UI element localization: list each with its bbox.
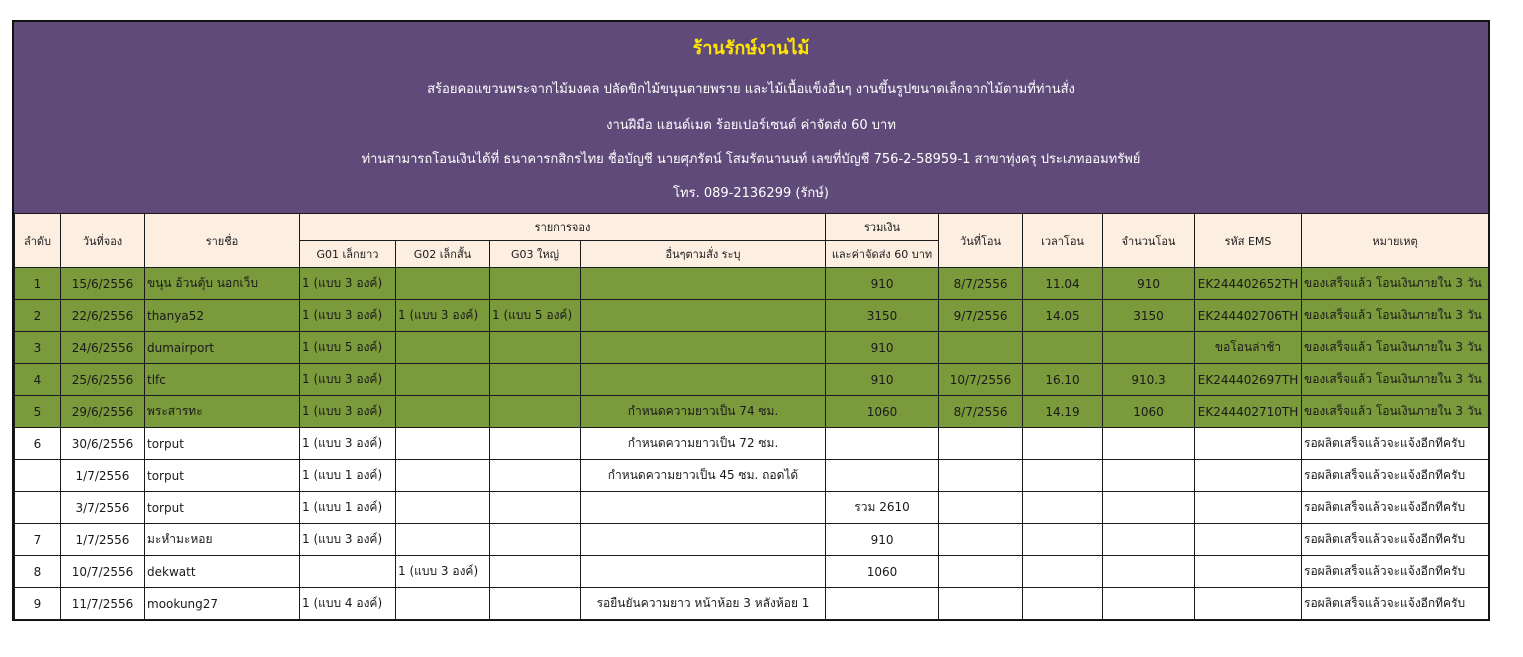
cell-name: มะหำมะหอย <box>145 524 300 556</box>
table-row <box>15 524 1489 556</box>
cell-transfer-time: 14.05 <box>1023 300 1103 332</box>
shop-title: ร้านรักษ์งานไม้ <box>692 38 810 59</box>
cell-note: รอผลิตเสร็จแล้วจะแจ้งอีกทีครับ <box>1302 524 1489 556</box>
cell-amount: 3150 <box>1103 300 1195 332</box>
cell-g01: 1 (แบบ 3 องค์) <box>300 396 396 428</box>
table-row <box>15 556 1489 588</box>
phone-contact: โทร. 089-2136299 (รักษ์) <box>673 186 829 201</box>
cell-g02 <box>396 332 490 364</box>
table-row <box>15 428 1489 460</box>
cell-g03 <box>490 396 581 428</box>
cell-transfer-date <box>939 460 1023 492</box>
cell-total: 1060 <box>826 396 939 428</box>
cell-amount <box>1103 332 1195 364</box>
cell-no: 2 <box>15 300 61 332</box>
cell-name: dekwatt <box>145 556 300 588</box>
cell-g01: 1 (แบบ 3 องค์) <box>300 524 396 556</box>
cell-transfer-time: 16.10 <box>1023 364 1103 396</box>
cell-transfer-date <box>939 332 1023 364</box>
cell-transfer-date: 10/7/2556 <box>939 364 1023 396</box>
cell-g03 <box>490 460 581 492</box>
cell-g01 <box>300 556 396 588</box>
header-ems: รหัส EMS <box>1195 214 1302 268</box>
cell-no: 7 <box>15 524 61 556</box>
cell-ems: EK244402697TH <box>1195 364 1302 396</box>
cell-name: torput <box>145 460 300 492</box>
cell-amount <box>1103 556 1195 588</box>
cell-total: 1060 <box>826 556 939 588</box>
cell-other: กำหนดความยาวเป็น 72 ซม. <box>581 428 826 460</box>
cell-transfer-time <box>1023 524 1103 556</box>
cell-g01: 1 (แบบ 3 องค์) <box>300 428 396 460</box>
cell-no: 1 <box>15 268 61 300</box>
cell-transfer-time <box>1023 460 1103 492</box>
cell-name: พระสารทะ <box>145 396 300 428</box>
cell-g02: 1 (แบบ 3 องค์) <box>396 300 490 332</box>
cell-transfer-date: 8/7/2556 <box>939 396 1023 428</box>
cell-g02 <box>396 460 490 492</box>
cell-g02 <box>396 396 490 428</box>
cell-total: รวม 2610 <box>826 492 939 524</box>
cell-transfer-time <box>1023 332 1103 364</box>
cell-ems: EK244402710TH <box>1195 396 1302 428</box>
cell-amount <box>1103 492 1195 524</box>
cell-g01: 1 (แบบ 3 องค์) <box>300 364 396 396</box>
table-row <box>15 364 1489 396</box>
cell-order-date: 24/6/2556 <box>61 332 145 364</box>
cell-g01: 1 (แบบ 3 องค์) <box>300 268 396 300</box>
cell-other: กำหนดความยาวเป็น 45 ซม. ถอดได้ <box>581 460 826 492</box>
cell-ems: EK244402652TH <box>1195 268 1302 300</box>
cell-transfer-date <box>939 492 1023 524</box>
cell-g02 <box>396 588 490 620</box>
header-g03: G03 ใหญ่ <box>490 241 581 268</box>
table-row <box>15 492 1489 524</box>
cell-ems: ขอโอนล่าช้า <box>1195 332 1302 364</box>
cell-other <box>581 492 826 524</box>
cell-note: ของเสร็จแล้ว โอนเงินภายใน 3 วัน <box>1302 268 1489 300</box>
header-booking: รายการจอง <box>300 214 826 241</box>
header-no: ลำดับ <box>15 214 61 268</box>
cell-transfer-time: 11.04 <box>1023 268 1103 300</box>
cell-note: ของเสร็จแล้ว โอนเงินภายใน 3 วัน <box>1302 364 1489 396</box>
cell-g02 <box>396 492 490 524</box>
table-row <box>15 460 1489 492</box>
cell-note: รอผลิตเสร็จแล้วจะแจ้งอีกทีครับ <box>1302 460 1489 492</box>
cell-order-date: 3/7/2556 <box>61 492 145 524</box>
cell-amount <box>1103 460 1195 492</box>
cell-g03 <box>490 588 581 620</box>
cell-g03 <box>490 524 581 556</box>
header-transfer-date: วันที่โอน <box>939 214 1023 268</box>
cell-total: 910 <box>826 524 939 556</box>
cell-transfer-date <box>939 524 1023 556</box>
cell-transfer-time <box>1023 588 1103 620</box>
cell-note: ของเสร็จแล้ว โอนเงินภายใน 3 วัน <box>1302 396 1489 428</box>
cell-no <box>15 492 61 524</box>
cell-other <box>581 300 826 332</box>
header-note: หมายเหตุ <box>1302 214 1489 268</box>
header-g02: G02 เล็กสั้น <box>396 241 490 268</box>
cell-name: ขนุน อ้วนตุ้บ นอกเว็บ <box>145 268 300 300</box>
cell-order-date: 30/6/2556 <box>61 428 145 460</box>
cell-amount <box>1103 588 1195 620</box>
cell-ems <box>1195 556 1302 588</box>
cell-note: รอผลิตเสร็จแล้วจะแจ้งอีกทีครับ <box>1302 588 1489 620</box>
cell-total: 910 <box>826 364 939 396</box>
cell-g03: 1 (แบบ 5 องค์) <box>490 300 581 332</box>
order-sheet <box>12 20 1490 621</box>
cell-ems <box>1195 460 1302 492</box>
cell-order-date: 29/6/2556 <box>61 396 145 428</box>
cell-g03 <box>490 332 581 364</box>
cell-g01: 1 (แบบ 1 องค์) <box>300 492 396 524</box>
cell-ems: EK244402706TH <box>1195 300 1302 332</box>
cell-other: รอยืนยันความยาว หน้าห้อย 3 หลังห้อย 1 <box>581 588 826 620</box>
cell-total: 910 <box>826 268 939 300</box>
cell-g02 <box>396 364 490 396</box>
cell-g03 <box>490 428 581 460</box>
cell-g03 <box>490 556 581 588</box>
cell-transfer-date: 8/7/2556 <box>939 268 1023 300</box>
cell-other <box>581 332 826 364</box>
cell-order-date: 15/6/2556 <box>61 268 145 300</box>
cell-name: mookung27 <box>145 588 300 620</box>
order-table <box>14 213 1489 620</box>
cell-g02: 1 (แบบ 3 องค์) <box>396 556 490 588</box>
shop-description: สร้อยคอแขวนพระจากไม้มงคล ปลัดขิกไม้ขนุนตายพราย และไม้เนื้อแข็งอื่นๆ งานขึ้นรูปขนาดเล็กจากไม้ตามที่ท่านสั่ง <box>427 82 1075 97</box>
cell-g03 <box>490 492 581 524</box>
cell-total <box>826 460 939 492</box>
cell-g03 <box>490 364 581 396</box>
cell-g01: 1 (แบบ 3 องค์) <box>300 300 396 332</box>
cell-note: ของเสร็จแล้ว โอนเงินภายใน 3 วัน <box>1302 300 1489 332</box>
cell-name: tlfc <box>145 364 300 396</box>
cell-other: กำหนดความยาวเป็น 74 ซม. <box>581 396 826 428</box>
cell-note: รอผลิตเสร็จแล้วจะแจ้งอีกทีครับ <box>1302 428 1489 460</box>
table-row <box>15 332 1489 364</box>
cell-total <box>826 588 939 620</box>
cell-ems <box>1195 588 1302 620</box>
cell-total <box>826 428 939 460</box>
table-row <box>15 268 1489 300</box>
cell-amount: 910 <box>1103 268 1195 300</box>
cell-g03 <box>490 268 581 300</box>
cell-no: 9 <box>15 588 61 620</box>
cell-amount <box>1103 524 1195 556</box>
cell-total: 3150 <box>826 300 939 332</box>
cell-amount: 1060 <box>1103 396 1195 428</box>
cell-g01: 1 (แบบ 5 องค์) <box>300 332 396 364</box>
table-row <box>15 588 1489 620</box>
cell-transfer-time <box>1023 428 1103 460</box>
cell-transfer-time <box>1023 556 1103 588</box>
cell-name: torput <box>145 492 300 524</box>
cell-name: dumairport <box>145 332 300 364</box>
cell-order-date: 25/6/2556 <box>61 364 145 396</box>
cell-amount: 910.3 <box>1103 364 1195 396</box>
cell-transfer-date <box>939 556 1023 588</box>
table-row <box>15 300 1489 332</box>
cell-order-date: 1/7/2556 <box>61 460 145 492</box>
cell-amount <box>1103 428 1195 460</box>
cell-g01: 1 (แบบ 4 องค์) <box>300 588 396 620</box>
cell-note: ของเสร็จแล้ว โอนเงินภายใน 3 วัน <box>1302 332 1489 364</box>
cell-name: thanya52 <box>145 300 300 332</box>
header-total-bottom: และค่าจัดส่ง 60 บาท <box>826 241 939 268</box>
cell-total: 910 <box>826 332 939 364</box>
cell-ems <box>1195 492 1302 524</box>
header-amount: จำนวนโอน <box>1103 214 1195 268</box>
bank-transfer-info: ท่านสามารถโอนเงินได้ที่ ธนาคารกสิกรไทย ชื่อบัญชี นายศุภรัตน์ โสมรัตนานนท์ เลขที่บัญชี 756-2-58959-1 สาขาทุ่งครุ ประเภทออมทรัพย์ <box>361 152 1141 167</box>
cell-other <box>581 268 826 300</box>
cell-order-date: 10/7/2556 <box>61 556 145 588</box>
header-name: รายชื่อ <box>145 214 300 268</box>
table-row <box>15 396 1489 428</box>
cell-transfer-date: 9/7/2556 <box>939 300 1023 332</box>
cell-no: 3 <box>15 332 61 364</box>
shop-banner <box>14 22 1488 213</box>
header-transfer-time: เวลาโอน <box>1023 214 1103 268</box>
cell-g02 <box>396 524 490 556</box>
shop-shipping-note: งานฝีมือ แฮนด์เมด ร้อยเปอร์เซนต์ ค่าจัดส่ง 60 บาท <box>606 118 896 133</box>
cell-no: 4 <box>15 364 61 396</box>
cell-order-date: 11/7/2556 <box>61 588 145 620</box>
cell-no: 8 <box>15 556 61 588</box>
cell-ems <box>1195 428 1302 460</box>
header-order-date: วันที่จอง <box>61 214 145 268</box>
cell-note: รอผลิตเสร็จแล้วจะแจ้งอีกทีครับ <box>1302 556 1489 588</box>
cell-no <box>15 460 61 492</box>
cell-other <box>581 364 826 396</box>
cell-name: torput <box>145 428 300 460</box>
cell-no: 5 <box>15 396 61 428</box>
cell-note: รอผลิตเสร็จแล้วจะแจ้งอีกทีครับ <box>1302 492 1489 524</box>
cell-g02 <box>396 428 490 460</box>
cell-transfer-time: 14.19 <box>1023 396 1103 428</box>
cell-transfer-time <box>1023 492 1103 524</box>
cell-no: 6 <box>15 428 61 460</box>
cell-order-date: 22/6/2556 <box>61 300 145 332</box>
cell-transfer-date <box>939 428 1023 460</box>
cell-other <box>581 524 826 556</box>
header-total-top: รวมเงิน <box>826 214 939 241</box>
cell-ems <box>1195 524 1302 556</box>
cell-order-date: 1/7/2556 <box>61 524 145 556</box>
cell-other <box>581 556 826 588</box>
cell-g01: 1 (แบบ 1 องค์) <box>300 460 396 492</box>
cell-transfer-date <box>939 588 1023 620</box>
header-other: อื่นๆตามสั่ง ระบุ <box>581 241 826 268</box>
cell-g02 <box>396 268 490 300</box>
header-g01: G01 เล็กยาว <box>300 241 396 268</box>
